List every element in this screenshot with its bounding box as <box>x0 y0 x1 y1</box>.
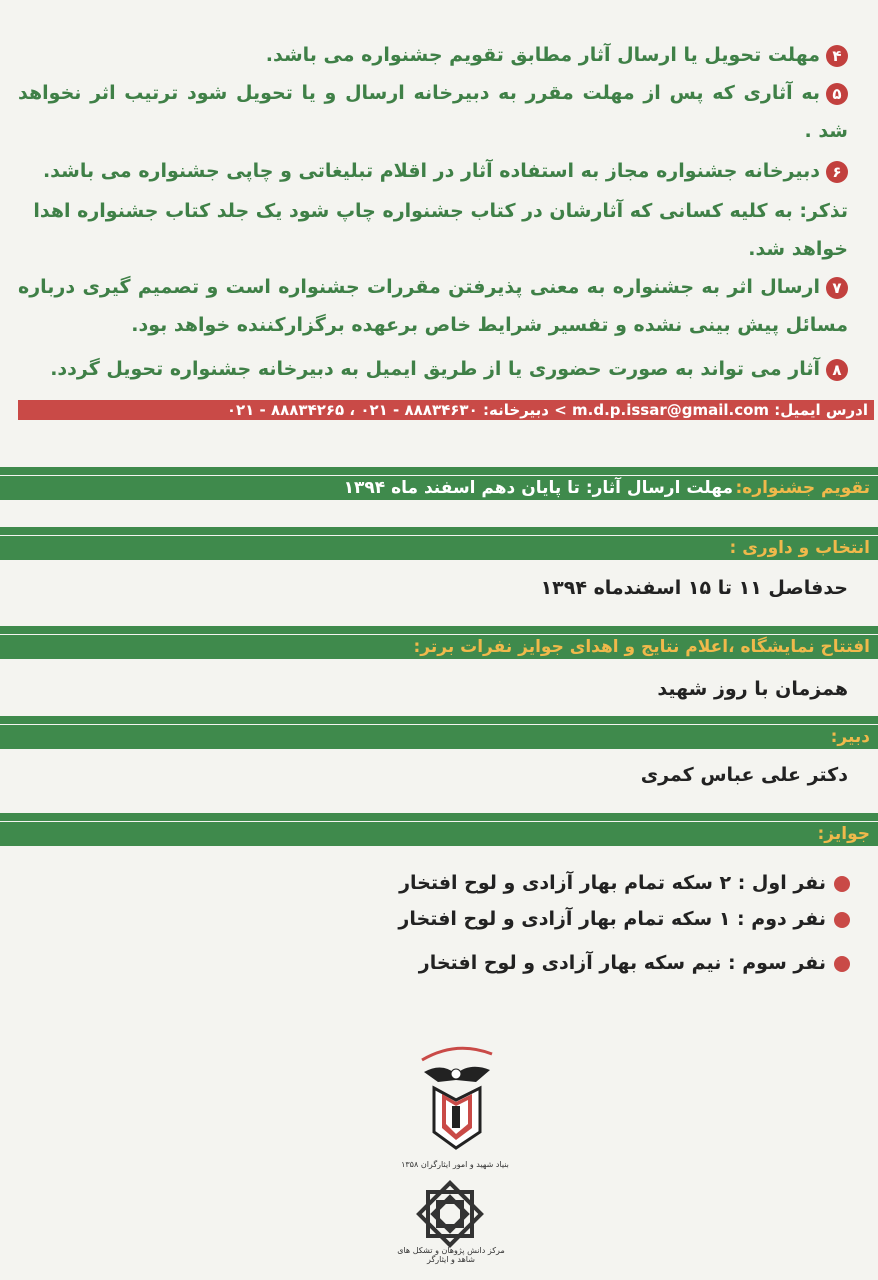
rule-text: آثار می تواند به صورت حضوری یا از طریق ایمیل به دبیرخانه جشنواره تحویل گردد. <box>50 358 820 380</box>
bullet-icon <box>834 956 850 972</box>
judging-value: حدفاصل ۱۱ تا ۱۵ اسفندماه ۱۳۹۴ <box>540 577 848 599</box>
prize-text: نفر اول : ۲ سکه تمام بهار آزادی و لوح افتخار <box>399 872 826 894</box>
exhibition-label: افتتاح نمایشگاه ،اعلام نتایج و اهدای جوایز نفرات برتر: <box>413 637 870 657</box>
prizes-label: جوایز: <box>817 824 870 844</box>
rule-number-badge: ۷ <box>826 277 848 299</box>
judging-header <box>0 536 878 560</box>
calendar-value: مهلت ارسال آثار: تا پایان دهم اسفند ماه ۱۳۹۴ <box>343 478 733 498</box>
rule-number-badge: ۶ <box>826 161 848 183</box>
green-divider <box>0 467 878 475</box>
logo2-caption <box>396 1246 506 1264</box>
green-divider <box>0 626 878 634</box>
email-label: ادرس ایمیل: <box>774 401 868 419</box>
rule-note <box>18 192 848 268</box>
bullet-icon <box>834 876 850 892</box>
rule-4 <box>18 36 848 74</box>
prize-third <box>419 948 850 978</box>
secretary-header <box>0 725 878 749</box>
bullet-icon <box>834 912 850 928</box>
email-address[interactable]: m.d.p.issar@gmail.com <box>572 401 770 419</box>
prize-text: نفر سوم : نیم سکه بهار آزادی و لوح افتخار <box>418 952 826 974</box>
rule-number-badge: ۵ <box>826 83 848 105</box>
contact-separator: > <box>554 401 567 419</box>
rule-7 <box>18 268 848 344</box>
calendar-header <box>0 476 878 500</box>
note-text: تذکر: به کلیه کسانی که آثارشان در کتاب جشنواره چاپ شود یک جلد کتاب جشنواره اهدا خواهد شد. <box>33 200 848 260</box>
green-divider <box>0 813 878 821</box>
prizes-header <box>0 822 878 846</box>
rule-number-badge: ۸ <box>826 359 848 381</box>
logo2-caption-line2: شاهد و ایثارگر <box>427 1255 475 1264</box>
judging-label: انتخاب و داوری : <box>729 538 870 558</box>
prize-second <box>398 904 850 934</box>
rule-text: دبیرخانه جشنواره مجاز به استفاده آثار در اقلام تبلیغاتی و چاپی جشنواره می باشد. <box>42 160 820 182</box>
secretary-label: دبیر: <box>830 727 870 747</box>
secretary-value: دکتر علی عباس کمری <box>640 764 848 786</box>
calendar-label: تقویم جشنواره: <box>735 478 870 498</box>
exhibition-header <box>0 635 878 659</box>
bonyad-shahid-logo-icon <box>416 1040 498 1160</box>
logo2-caption-line1: مرکز دانش پژوهان و تشکل های <box>397 1246 505 1255</box>
rule-8 <box>18 350 848 388</box>
prize-text: نفر دوم : ۱ سکه تمام بهار آزادی و لوح افتخار <box>398 908 826 930</box>
contact-bar <box>18 400 874 420</box>
rule-6 <box>18 152 848 190</box>
logo1-caption-text: بنیاد شهید و امور ایثارگران <box>420 1160 509 1169</box>
office-phones: ۸۸۸۳۴۶۳۰ - ۰۲۱ ، ۸۸۸۳۴۲۶۵ - ۰۲۱ <box>226 401 478 419</box>
logo1-year: ۱۳۵۸ <box>401 1160 419 1169</box>
rule-text: به آثاری که پس از مهلت مقرر به دبیرخانه ارسال و یا تحویل شود ترتیب اثر نخواهد شد . <box>18 82 848 142</box>
prize-first <box>399 868 850 898</box>
exhibition-value: همزمان با روز شهید <box>657 678 848 700</box>
rule-5 <box>18 74 848 150</box>
green-divider <box>0 527 878 535</box>
rule-text: مهلت تحویل یا ارسال آثار مطابق تقویم جشنواره می باشد. <box>265 44 820 66</box>
rule-number-badge: ۴ <box>826 45 848 67</box>
office-label: دبیرخانه: <box>482 401 549 419</box>
green-divider <box>0 716 878 724</box>
rule-text: ارسال اثر به جشنواره به معنی پذیرفتن مقررات جشنواره است و تصمیم گیری درباره مسائل پیش بینی نشده و تفسیر شرایط خاص برعهده برگزارکننده خواهد بود. <box>18 276 848 336</box>
